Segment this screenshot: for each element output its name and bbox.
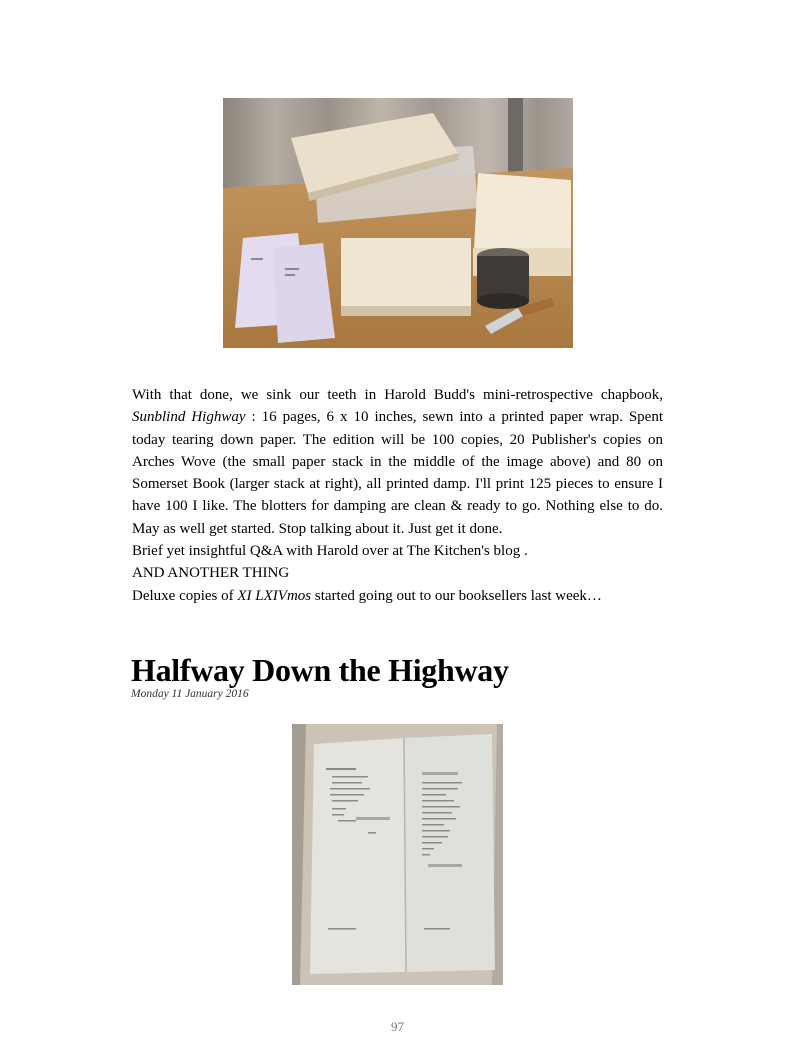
post-title: Halfway Down the Highway	[131, 652, 509, 688]
paper-stacks-photo	[223, 98, 573, 348]
left-page	[310, 738, 406, 974]
paragraph-deluxe	[132, 585, 663, 607]
chapbook-spread-illustration	[292, 724, 503, 985]
paper-stacks-illustration	[223, 98, 573, 348]
paragraph-qa: Brief yet insightful Q&A with Harold over at The Kitchen's blog .	[132, 543, 528, 560]
text-run: : 16 pages, 6 x 10 inches, sewn into a printed paper wrap. Spent today tearing down paper. The edition will be 100 copies, 20 Publisher's copies on Arches Wove (the small paper stack in the middle of the image above) and 80 on Somerset Book (larger stack at right), all printed damp. I'll print 125 pieces to ensure I have 100 I like. The blotters for damping are clean & ready to go. Nothing else to do. May as well get started. Stop talking about it. Just get it done.	[132, 409, 664, 537]
paragraph-chapbook	[132, 384, 663, 540]
chapbook-spread-photo	[292, 724, 503, 985]
book-title-xi-lxivmos: XI LXIVmos	[237, 587, 312, 604]
text-run: Deluxe copies of	[132, 587, 238, 604]
post-body	[132, 384, 663, 607]
post-date: Monday 11 January 2016	[131, 688, 249, 700]
paper-stack-arches	[341, 238, 471, 313]
paragraph-another-thing: AND ANOTHER THING	[132, 565, 290, 582]
text-run: started going out to our booksellers last week…	[311, 587, 602, 604]
page-number: 97	[391, 1019, 404, 1034]
right-page	[404, 734, 495, 972]
text-run: With that done, we sink our teeth in Harold Budd's mini-retrospective chapbook,	[132, 387, 663, 403]
book-title-sunblind-highway: Sunblind Highway	[132, 409, 246, 426]
